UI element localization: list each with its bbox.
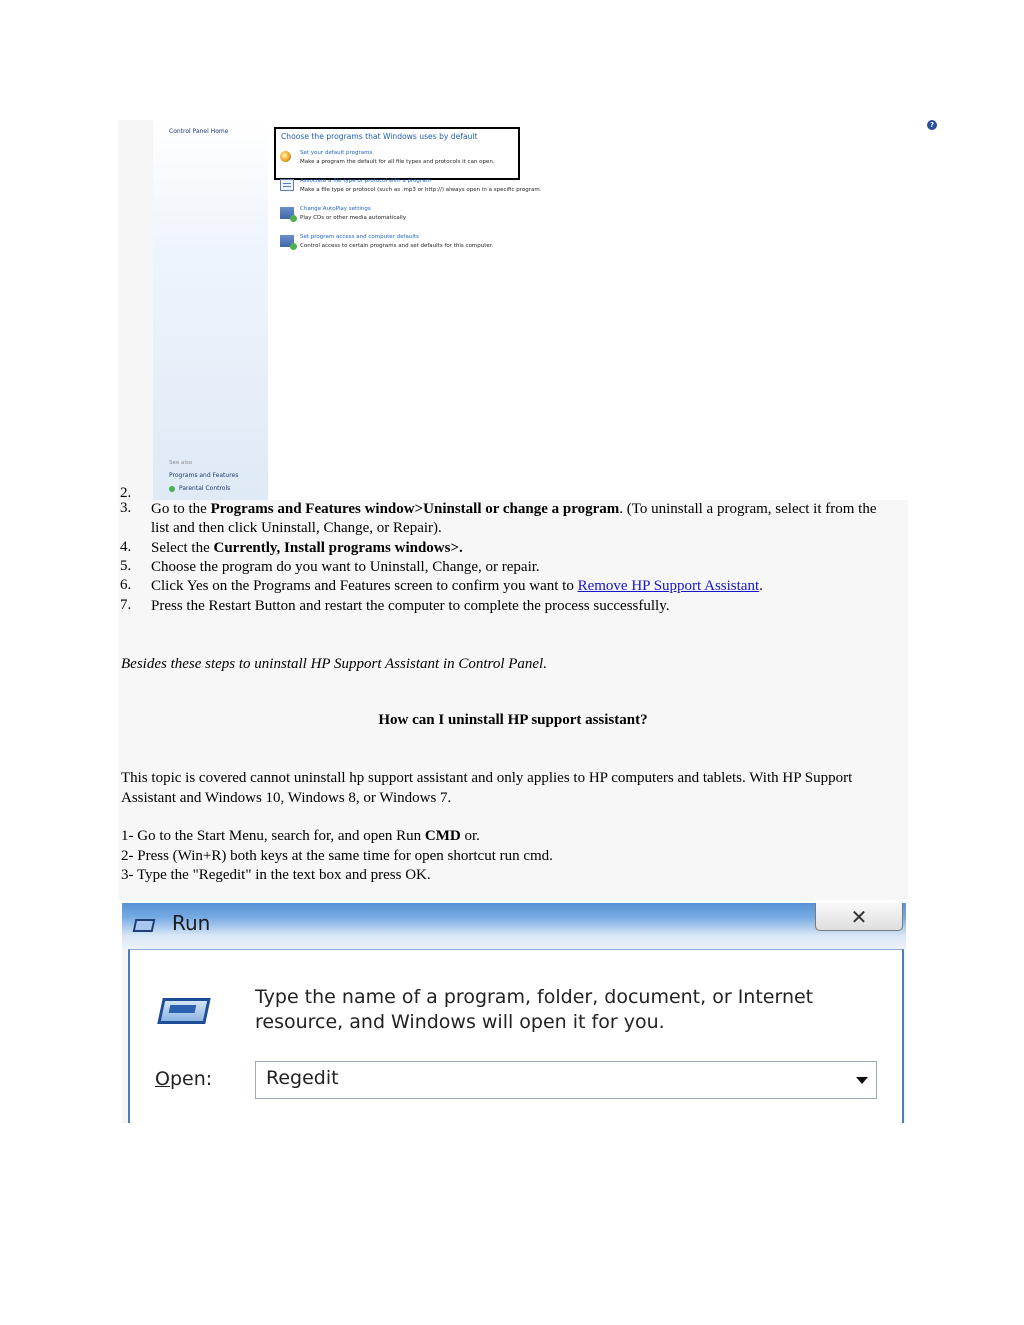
program-access-icon	[280, 235, 294, 247]
change-autoplay-link[interactable]: Change AutoPlay settings	[300, 206, 371, 212]
item-description: Play CDs or other media automatically	[300, 215, 407, 221]
instruction-line-3: 3- Type the "Regedit" in the text box and press OK.	[121, 867, 431, 883]
list-number: 7.	[120, 597, 132, 613]
associate-file-type-link[interactable]: Associate a file type or protocol with a program	[300, 178, 431, 184]
run-message: Type the name of a program, folder, document, or Internet resource, and Windows will open it for you.	[255, 986, 814, 1033]
list-number: 4.	[120, 539, 132, 555]
chevron-down-icon[interactable]	[856, 1077, 868, 1084]
list-number: 6.	[120, 577, 132, 593]
step-4: Select the Currently, Install programs windows>.	[151, 540, 463, 556]
list-number: 3.	[120, 500, 132, 516]
step-3: Go to the Programs and Features window>Uninstall or change a program. (To uninstall a program, select it from the list and then click Uninstall, Change, or Repair).	[151, 501, 877, 536]
close-button[interactable]: ✕	[815, 903, 903, 931]
control-panel-sidebar	[153, 120, 268, 500]
step-5: Choose the program do you want to Uninstall, Change, or repair.	[151, 559, 540, 575]
shield-icon	[169, 486, 175, 492]
step-7: Press the Restart Button and restart the computer to complete the process successfully.	[151, 598, 670, 614]
programs-and-features-link[interactable]: Programs and Features	[169, 472, 239, 479]
besides-note: Besides these steps to uninstall HP Support Assistant in Control Panel.	[121, 656, 547, 672]
run-body	[128, 949, 904, 1123]
item-description: Make a file type or protocol (such as .mp3 or http://) always open in a specific program.	[300, 187, 542, 193]
file-association-item[interactable]	[280, 178, 610, 200]
list-number: 2.	[120, 485, 132, 501]
program-access-item[interactable]	[280, 234, 610, 256]
parental-controls-link[interactable]: Parental Controls	[169, 485, 230, 492]
run-icon	[133, 919, 156, 932]
step-6: Click Yes on the Programs and Features screen to confirm you want to Remove HP Support Assistant.	[151, 578, 763, 594]
topic-paragraph: This topic is covered cannot uninstall hp support assistant and only applies to HP computers and tablets. With HP Support Assistant and Windows 10, Windows 8, or Windows 7.	[121, 770, 853, 806]
run-title: Run	[172, 911, 211, 935]
open-label: Open:	[155, 1068, 213, 1090]
autoplay-icon	[280, 207, 294, 219]
see-also-label: See also	[169, 460, 193, 466]
run-program-icon	[157, 998, 211, 1024]
set-default-programs-link[interactable]: Set your default programs	[300, 150, 373, 156]
control-panel-screenshot	[118, 120, 908, 500]
autoplay-item[interactable]	[280, 206, 610, 228]
open-input-value[interactable]: Regedit	[266, 1067, 339, 1089]
section-heading: How can I uninstall HP support assistant?	[378, 712, 648, 728]
item-description: Control access to certain programs and set defaults for this computer.	[300, 243, 494, 249]
list-number: 5.	[120, 558, 132, 574]
item-description: Make a program the default for all file types and protocols it can open.	[300, 159, 495, 165]
instruction-line-1: 1- Go to the Start Menu, search for, and open Run CMD or.	[121, 828, 480, 844]
default-programs-item[interactable]	[280, 150, 610, 172]
run-dialog-screenshot	[122, 903, 906, 1123]
instruction-line-2: 2- Press (Win+R) both keys at the same time for open shortcut run cmd.	[121, 848, 553, 864]
program-access-link[interactable]: Set program access and computer defaults	[300, 234, 419, 240]
run-titlebar	[122, 903, 906, 949]
screenshot-edge	[118, 120, 153, 500]
remove-hp-support-assistant-link[interactable]: Remove HP Support Assistant	[577, 578, 760, 594]
help-icon[interactable]: ?	[927, 120, 937, 130]
control-panel-home-link[interactable]: Control Panel Home	[169, 128, 229, 135]
default-programs-icon	[280, 151, 291, 162]
open-combobox[interactable]	[255, 1061, 877, 1099]
control-panel-main	[268, 120, 908, 500]
file-association-icon	[280, 179, 294, 191]
control-panel-heading: Choose the programs that Windows uses by default	[281, 132, 478, 141]
